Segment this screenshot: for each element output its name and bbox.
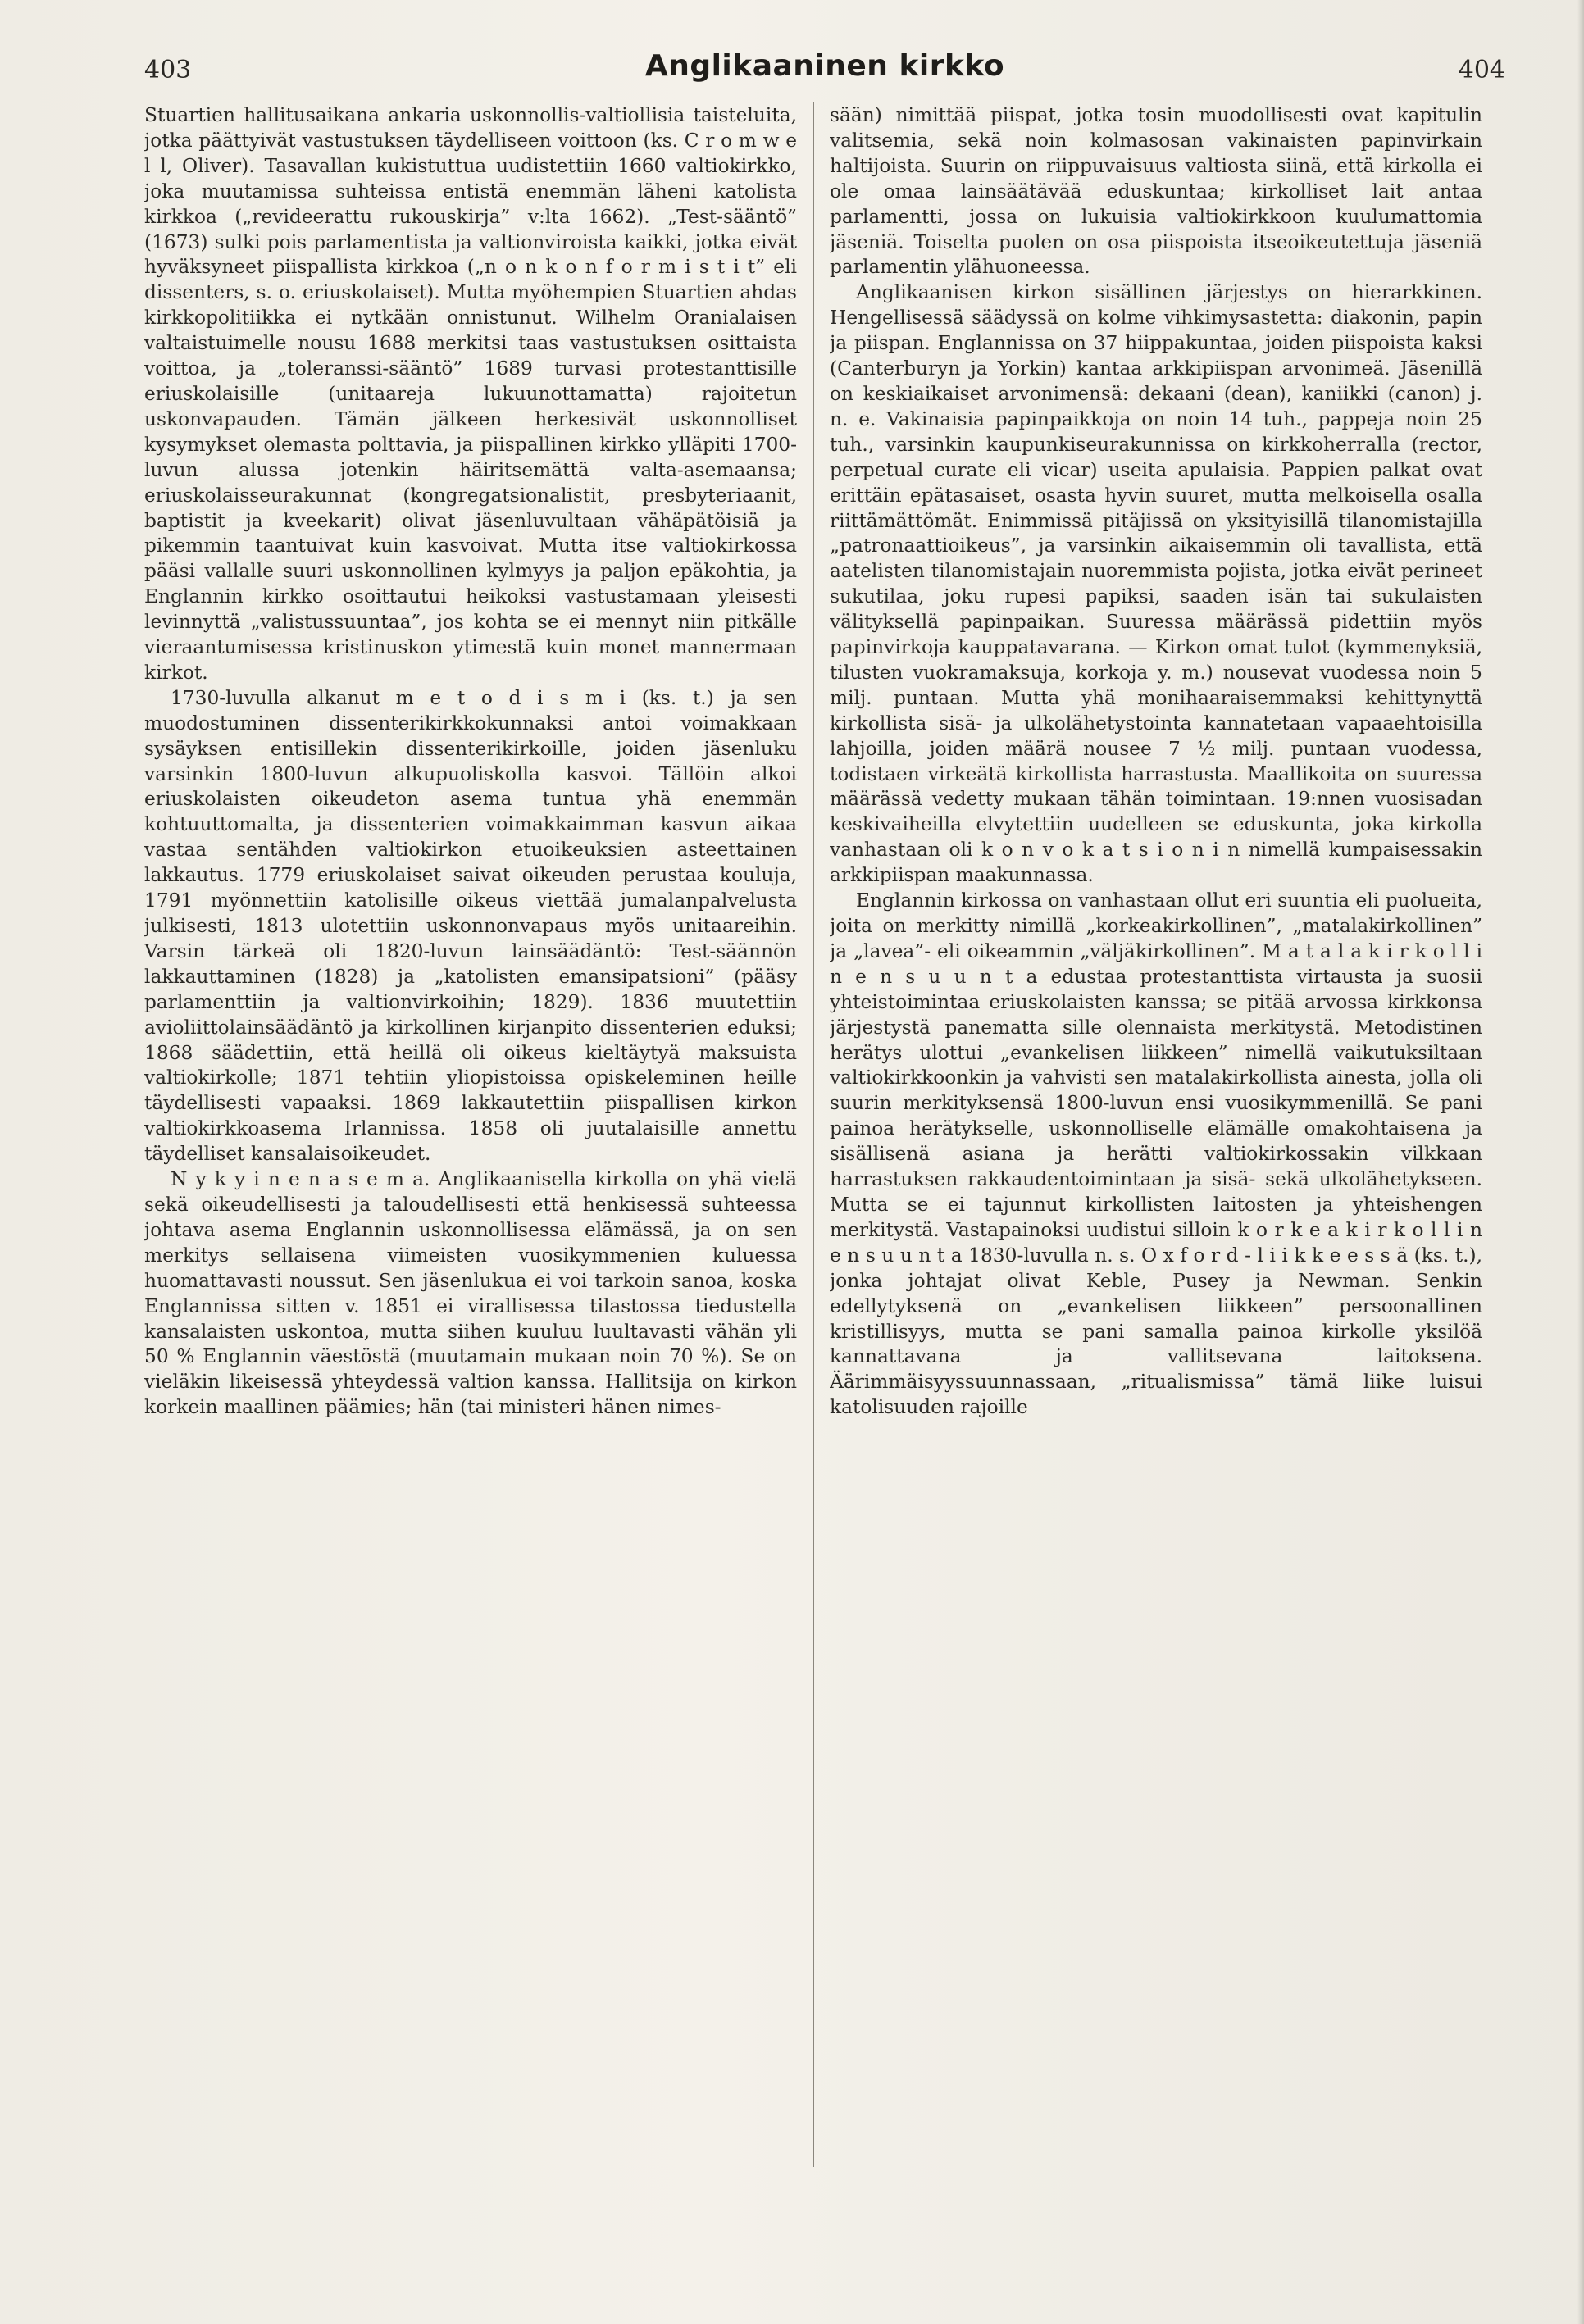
paragraph: Englannin kirkossa on vanhastaan ollut eri suuntia eli puolueita, joita on merkitty nimillä „korkeakirkollinen”, „matalakirkollinen” ja „lavea”- eli oikeammin „väljäkirkollinen”. M a t a l a k i r k o l l i n e n s u u n t a edustaa protestanttista virtausta ja suosii yhteistoimintaa eriuskolaisten kanssa; se pitää arvossa kirkkonsa järjestystä panematta sille olennaista merkitystä. Metodistinen herätys ulottui „evankelisen liikkeen” nimellä vaikutuksiltaan valtiokirkkoonkin ja vahvisti sen matalakirkollista ainesta, jolla oli suurin merkityksensä 1800-luvun ensi vuosikymmenillä. Se pani painoa herätykselle, uskonnolliselle elämälle omakohtaisena ja sisällisenä asiana ja herätti valtiokirkossakin vilkkaan harrastuksen rakkaudentoimintaan ja sisä- sekä ulkolähetykseen. Mutta se ei tajunnut kirkollisten laitosten ja yhteishengen merkitystä. Vastapainoksi uudistui silloin k o r k e a k i r k o l l i n e n s u u n t a 1830-luvulla n. s. O x f o r d - l i i k k e e s s ä (ks. t.), jonka johtajat olivat Keble, Pusey ja Newman. Senkin edellytyksenä on „evankelisen liikkeen” persoonallinen kristillisyys, mutta se pani samalla painoa kirkolle yksilöä kannattavana ja vallitsevana laitoksena. Äärimmäisyyssuunnassaan, „ritualismissa” tämä liike luisui katolisuuden rajoille <box>830 889 1482 1419</box>
column-divider <box>813 102 814 2167</box>
page-number-left: 403 <box>144 56 192 84</box>
page-number-right: 404 <box>1458 56 1505 84</box>
running-title: Anglikaaninen kirkko <box>644 49 1005 83</box>
page-header <box>144 49 1505 89</box>
paragraph: Anglikaanisen kirkon sisällinen järjestys on hierarkkinen. Hengellisessä säädyssä on kolme vihkimysastetta: diakonin, papin ja piispan. Englannissa on 37 hiippakuntaa, joiden piispoista kaksi (Canterburyn ja Yorkin) kantaa arkkipiispan arvonimeä. Jäsenillä on keskiaikaiset arvonimensä: dekaani (dean), kaniikki (canon) j. n. e. Vakinaisia papinpaikkoja on noin 14 tuh., pappeja noin 25 tuh., varsinkin kaupunkiseurakunnissa on kirkkoherralla (rector, perpetual curate eli vicar) useita apulaisia. Pappien palkat ovat erittäin epätasaiset, osasta hyvin suuret, mutta melkoisella osalla riittämättömät. Enimmissä pitäjissä on yksityisillä tilanomistajilla „patronaattioikeus”, ja varsinkin aikaisemmin oli tavallista, että aatelisten tilanomistajain nuoremmista pojista, jotka eivät perineet sukutilaa, joku rupesi papiksi, saaden isän tai sukulaisten välityksellä papinpaikan. Suuressa määrässä pidettiin myös papinvirkoja kauppatavarana. — Kirkon omat tulot (kymmenyksiä, tilusten vuokramaksuja, korkoja y. m.) nousevat vuodessa noin 5 milj. puntaan. Mutta yhä monihaaraisemmaksi kehittynyttä kirkollista sisä- ja ulkolähetystointa kannatetaan vapaaehtoisilla lahjoilla, joiden määrä nousee 7 ½ milj. puntaan vuodessa, todistaen virkeätä kirkollista harrastusta. Maallikoita on suuressa määrässä vedetty mukaan tähän toimintaan. 19:nnen vuosisadan keskivaiheilla elvytettiin uudelleen se eduskunta, joka kirkolla vanhastaan oli k o n v o k a t s i o n i n nimellä kumpaisessakin arkkipiispan maakunnassa. <box>830 281 1482 887</box>
paragraph: 1730-luvulla alkanut m e t o d i s m i (ks. t.) ja sen muodostuminen dissenterikirkkokunnaksi antoi voimakkaan sysäyksen entisillekin dissenterikirkoille, joiden jäsenluku varsinkin 1800-luvun alkupuoliskolla kasvoi. Tällöin alkoi eriuskolaisten oikeudeton asema tuntua yhä enemmän kohtuuttomalta, ja dissenterien voimakkaimman kasvun aikaa vastaa sentähden valtiokirkon etuoikeuksien asteettainen lakkautus. 1779 eriuskolaiset saivat oikeuden perustaa kouluja, 1791 myönnettiin katolisille oikeus viettää jumalanpalvelusta julkisesti, 1813 ulotettiin uskonnonvapaus myös unitaareihin. Varsin tärkeä oli 1820-luvun lainsäädäntö: Test-säännön lakkauttaminen (1828) ja „katolisten emansipatsioni” (pääsy parlamenttiin ja valtionvirkoihin; 1829). 1836 muutettiin avioliittolainsäädäntö ja kirkollinen kirjanpito dissenterien eduksi; 1868 säädettiin, että heillä oli oikeus kieltäytyä maksuista valtiokirkolle; 1871 tehtiin yliopistoissa opiskeleminen heille täydellisesti vapaaksi. 1869 lakkautettiin piispallisen kirkon valtiokirkkoasema Irlannissa. 1858 oli juutalaisille annettu täydelliset kansalaisoikeudet. <box>144 686 797 1166</box>
paragraph: Stuartien hallitusaikana ankaria uskonnollis-valtiollisia taisteluita, jotka päättyivät vastustuksen täydelliseen voittoon (ks. C r o m w e l l, Oliver). Tasavallan kukistuttua uudistettiin 1660 valtiokirkko, joka muutamissa suhteissa entistä enemmän läheni katolista kirkkoa („revideerattu rukouskirja” v:lta 1662). „Test-sääntö” (1673) sulki pois parlamentista ja valtionviroista kaikki, jotka eivät hyväksyneet piispallista kirkkoa („n o n k o n f o r m i s t i t” eli dissenters, s. o. eriuskolaiset). Mutta myöhempien Stuartien ahdas kirkkopolitiikka ei nytkään onnistunut. Wilhelm Oranialaisen valtaistuimelle nousu 1688 merkitsi taas vastustuksen osittaista voittoa, ja „toleranssi-sääntö” 1689 turvasi protestanttisille eriuskolaisille (unitaareja lukuunottamatta) rajoitetun uskonvapauden. Tämän jälkeen herkesivät uskonnolliset kysymykset olemasta polttavia, ja piispallinen kirkko ylläpiti 1700-luvun alussa jotenkin häiritsemättä valta-asemaansa; eriuskolaisseurakunnat (kongregatsionalistit, presbyteriaanit, baptistit ja kveekarit) olivat jäsenluvultaan vähäpätöisiä ja pikemmin taantuivat kuin kasvoivat. Mutta itse valtiokirkossa pääsi vallalle suuri uskonnollinen kylmyys ja paljon epäkohtia, ja Englannin kirkko osoittautui heikoksi vastustamaan yleisesti levinnyttä „valistussuuntaa”, jos kohta se ei mennyt niin pitkälle vieraantumisessa kristinuskon ytimestä kuin monet mannermaan kirkot. <box>144 104 797 684</box>
paragraph: N y k y i n e n a s e m a. Anglikaanisella kirkolla on yhä vielä sekä oikeudellisesti ja taloudellisesti että henkisessä suhteessa johtava asema Englannin uskonnollisessa elämässä, ja on sen merkitys sellaisena viimeisten vuosikymmenien kuluessa huomattavasti noussut. Sen jäsenlukua ei voi tarkoin sanoa, koska Englannissa sitten v. 1851 ei virallisessa tilastossa tiedustella kansalaisten uskontoa, mutta siihen kuuluu luultavasti vähän yli 50 % Englannin väestöstä (muutamain mukaan noin 70 %). Se on vieläkin likeisessä yhteydessä valtion kanssa. Hallitsija on kirkon korkein maallinen päämies; hän (tai ministeri hänen nimes- <box>144 1168 797 1419</box>
paragraph: sään) nimittää piispat, jotka tosin muodollisesti ovat kapitulin valitsemia, sekä noin kolmasosan vakinaisten papinvirkain haltijoista. Suurin on riippuvaisuus valtiosta siinä, että kirkolla ei ole omaa lainsäätävää eduskuntaa; kirkolliset lait antaa parlamentti, jossa on lukuisia valtiokirkkoon kuulumattomia jäseniä. Toiselta puolen on osa piispoista itseoikeutettuja jäseniä parlamentin ylähuoneessa. <box>830 104 1482 279</box>
left-text-column <box>144 103 797 2267</box>
right-text-column <box>830 103 1482 2267</box>
page-edge-shadow <box>1577 0 1584 2324</box>
